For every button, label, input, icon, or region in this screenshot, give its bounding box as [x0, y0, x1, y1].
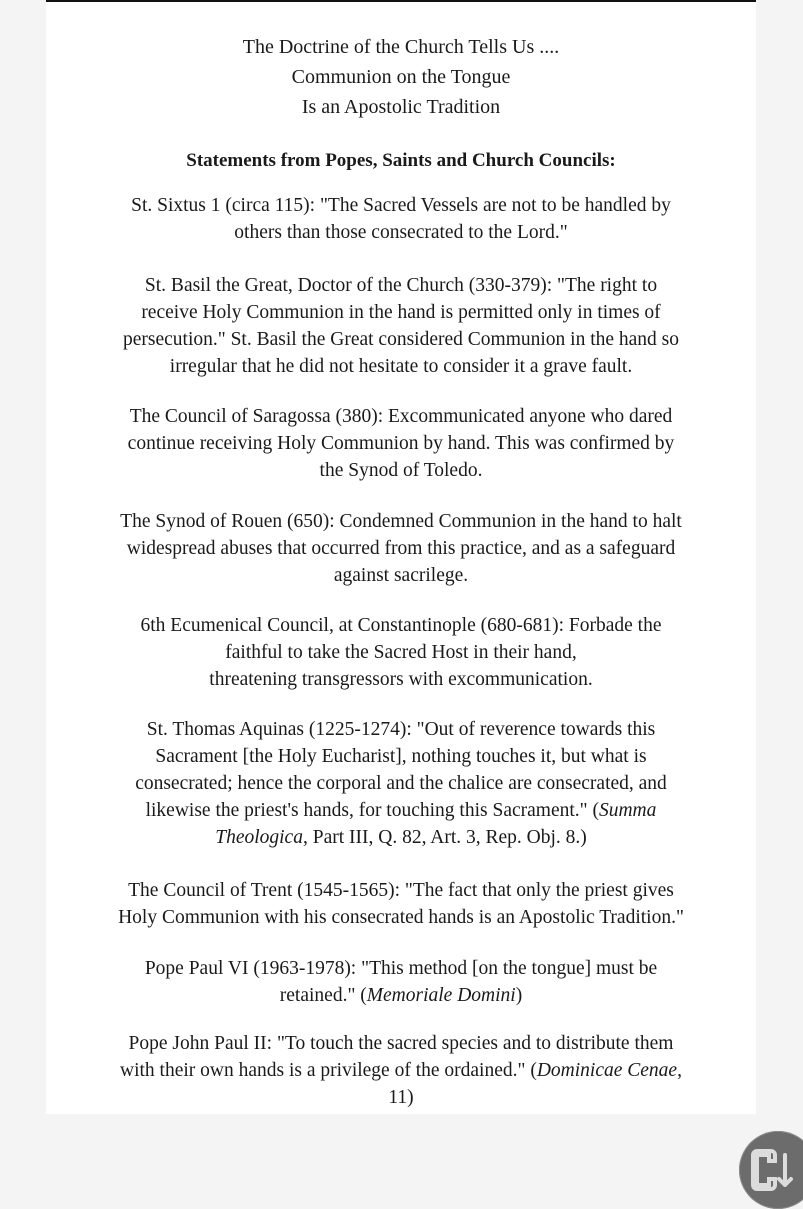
entry-line: persecution." St. Basil the Great considered Communion in the hand so [122, 329, 680, 350]
scroll-capture-button[interactable] [739, 1131, 803, 1209]
title-line-1: The Doctrine of the Church Tells Us .... [242, 36, 560, 58]
entry-synod-rouen [56, 508, 746, 589]
entry-text: with their own hands is a privilege of the ordained." ( [120, 1060, 537, 1081]
scroll-capture-icon [751, 1147, 795, 1193]
entry-text: retained." ( [279, 985, 367, 1006]
entry-line: threatening transgressors with excommunication. [209, 669, 593, 690]
entry-st-basil [56, 272, 746, 380]
entry-line: others than those consecrated to the Lord." [234, 222, 568, 243]
entry-line: Pope John Paul II: "To touch the sacred species and to distribute them [128, 1033, 674, 1054]
entry-text: , [677, 1060, 682, 1081]
entry-pope-john-paul-ii [56, 1030, 746, 1111]
title-line-2: Communion on the Tongue [291, 66, 511, 88]
entry-line: faithful to take the Sacred Host in their hand, [225, 642, 577, 663]
entry-st-thomas-aquinas [56, 716, 746, 851]
entry-council-trent [56, 877, 746, 931]
entry-ecumenical-council [56, 612, 746, 693]
entry-line: consecrated; hence the corporal and the chalice are consecrated, and [135, 773, 667, 794]
entry-st-sixtus [56, 192, 746, 246]
title-line-3: Is an Apostolic Tradition [301, 96, 501, 118]
entry-pope-paul-vi [56, 955, 746, 1009]
entry-line: The Council of Saragossa (380): Excommunicated anyone who dared [129, 406, 673, 427]
entry-line [56, 982, 746, 1009]
document-page [46, 0, 756, 1114]
entry-line: St. Thomas Aquinas (1225-1274): "Out of reverence towards this [146, 719, 656, 740]
entry-text: , Part III, Q. 82, Art. 3, Rep. Obj. 8.) [302, 827, 587, 848]
entry-line: The Synod of Rouen (650): Condemned Communion in the hand to halt [120, 511, 682, 532]
entry-line: irregular that he did not hesitate to consider it a grave fault. [169, 356, 633, 377]
entry-line [56, 1057, 746, 1084]
entry-line: 11) [388, 1087, 414, 1108]
entry-line: continue receiving Holy Communion by hand. This was confirmed by [127, 433, 675, 454]
entry-line: Holy Communion with his consecrated hands is an Apostolic Tradition." [118, 907, 684, 928]
entry-line: Sacrament [the Holy Eucharist], nothing touches it, but what is [155, 746, 647, 767]
entry-text: ) [515, 985, 523, 1006]
entry-line: St. Basil the Great, Doctor of the Church (330-379): "The right to [144, 275, 658, 296]
entry-line [56, 824, 746, 851]
entry-line: Pope Paul VI (1963-1978): "This method [on the tongue] must be [144, 958, 658, 979]
entry-line: widespread abuses that occurred from this practice, and as a safeguard [126, 538, 676, 559]
entry-council-saragossa [56, 403, 746, 484]
entry-line: St. Sixtus 1 (circa 115): "The Sacred Vessels are not to be handled by [131, 195, 671, 216]
entry-line: the Synod of Toledo. [319, 460, 483, 481]
citation-title: Memoriale Domini [366, 985, 516, 1006]
entry-line: against sacrilege. [333, 565, 469, 586]
entry-line: 6th Ecumenical Council, at Constantinople (680-681): Forbade the [140, 615, 662, 636]
entry-line [56, 797, 746, 824]
citation-title: Summa [598, 800, 657, 821]
citation-title: Dominicae Cenae [536, 1060, 678, 1081]
section-subheading: Statements from Popes, Saints and Church Councils: [186, 150, 616, 171]
entry-line: The Council of Trent (1545-1565): "The fact that only the priest gives [128, 880, 674, 901]
document-title [46, 32, 756, 122]
entry-text: likewise the priest's hands, for touching this Sacrament." ( [145, 800, 599, 821]
citation-title: Theologica [215, 827, 303, 848]
entry-line: receive Holy Communion in the hand is permitted only in times of [141, 302, 661, 323]
